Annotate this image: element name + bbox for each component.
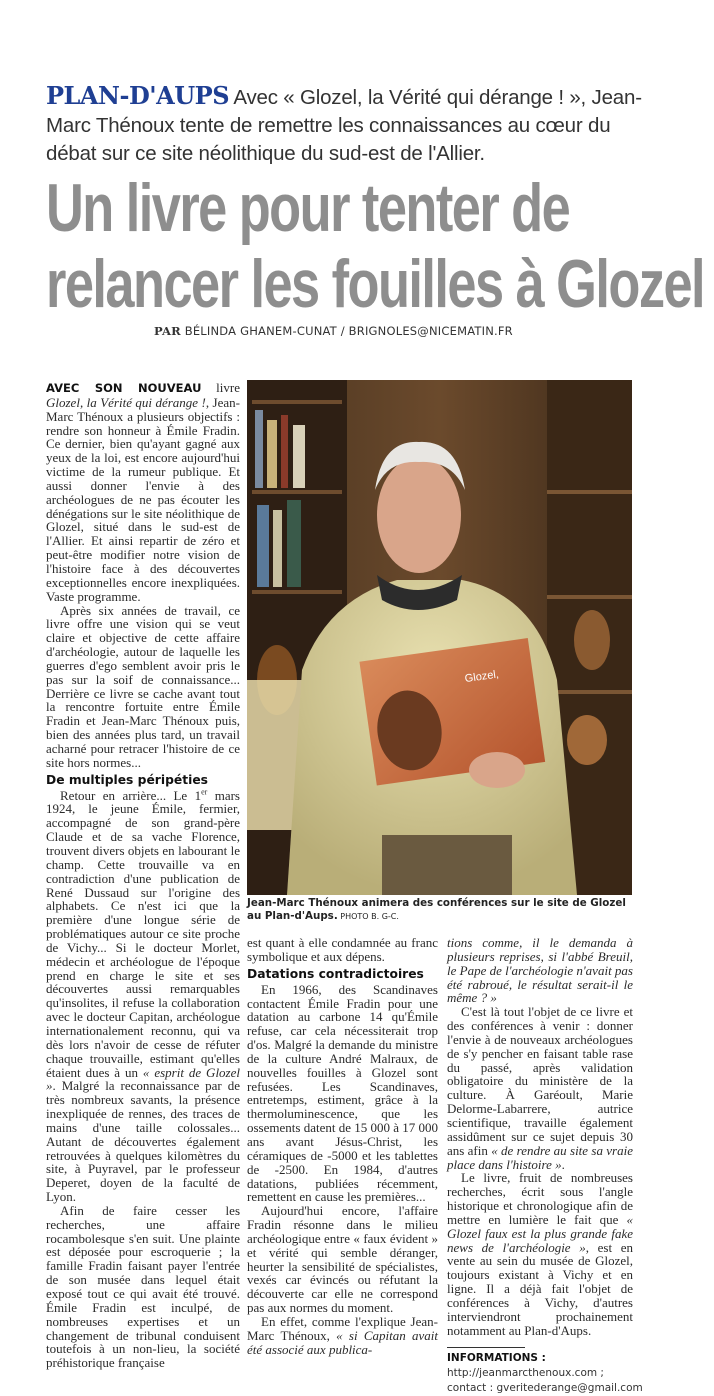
text-segment: Afin de faire cesser les recherches, une affaire rocambolesque s'en suit. Une plainte est déposée pour escroquerie ; la famille Fradin faisant payer l'entrée de son musée dans lequel était exposé tout ce qui avait été trouvé. Émile Fradin est inculpé, de nombreuses expertises et un changement de tribunal conduisent toutefois à un non-lieu, la société préhistorique française xyxy=(46,1202,240,1371)
text-segment: « de rendre au site sa vraie place dans l'histoire » xyxy=(447,1142,633,1172)
contact-email[interactable]: contact : gveritederange@gmail.com xyxy=(447,1382,643,1395)
caption-text: Jean-Marc Thénoux animera des conférences sur le site de Glozel au Plan-d'Aups. xyxy=(247,897,626,922)
headline-line: Un livre pour tenter de xyxy=(46,170,570,246)
byline-author: BÉLINDA GHANEM-CUNAT / BRIGNOLES@NICEMATIN.FR xyxy=(180,324,513,338)
text-segment: C'est là tout l'objet de ce livre et des conférences à venir : donner l'envie à de nouveaux archéologues de s'y pencher en faisant table rase du passé, après validation obligatoire du ministère de la culture. À Garéoult, Marie Delorme-Labarrere, autrice scientifique, travaille également assidûment sur ce sujet depuis 30 ans afin xyxy=(447,1004,633,1158)
article-header xyxy=(46,81,705,339)
text-segment: . xyxy=(561,1156,565,1172)
paragraph xyxy=(247,983,438,1205)
text-segment: . Malgré la reconnaissance par de très nombreux savants, la présence inexpliquée de rennes, des traces de mains d'une taille colossales... Autant de découvertes également retrouvées à quelques kilomètres du site, à Puyravel, par le professeur Deperet, doyen de la faculté de Lyon. xyxy=(46,1078,240,1205)
paragraph xyxy=(46,789,240,1204)
website-link[interactable]: http://jeanmarcthenoux.com ; xyxy=(447,1367,604,1380)
article-photo xyxy=(247,380,632,895)
text-segment: Après six années de travail, ce livre offre une vision qui se veut claire et objective de cette affaire d'archéologie, autour de laquelle les guerres d'ego semblent avoir pris le pas sur la soif de connaissance... Derrière ce livre se cache avant tout la rencontre fortuite entre Émile Fradin et Jean-Marc Thénoux puis, bien des années plus tard, un travail acharné pour retracer l'histoire de ce site hors normes... xyxy=(46,602,240,770)
text-segment: est quant à elle condamnée au franc symbolique et aux dépens. xyxy=(247,935,438,964)
paragraph xyxy=(247,1315,438,1357)
text-segment: Retour en arrière... Le 1 xyxy=(60,787,202,803)
paragraph xyxy=(247,1204,438,1315)
text-segment: er xyxy=(201,787,208,797)
article-column-3 xyxy=(447,935,643,1396)
byline-par: PAR xyxy=(154,324,181,338)
text-segment: tions comme, il le demanda à plusieurs reprises, si l'abbé Breuil, le Pape de l'archéologie n'avait pas été rabroué, le résultat serait-il le même ? » xyxy=(447,935,633,1006)
paragraph xyxy=(447,936,633,1005)
text-segment: Datations contradictoires xyxy=(247,966,424,981)
informations-label: INFORMATIONS : xyxy=(447,1352,546,1365)
photo-caption xyxy=(247,897,637,923)
text-segment: En 1966, des Scandinaves contactent Émile Fradin pour une datation au carbone 14 qu'Émile refuse, car cela nécessiterait trop d'os. Malgré la demande du ministre de la culture André Malraux, de nouvelles fouilles à Glozel sont refusées. Les Scandinaves, entretemps, estiment, grâce à la thermoluminescence, que les ossements datent de 15 000 à 17 000 ans avant Jésus-Christ, les céramiques de -5000 et les tablettes de -2500. En 1984, d'autres datations, publiées récemment, remettent en cause les premières... xyxy=(247,981,438,1205)
text-segment: En effet, comme l'explique Jean-Marc Thénoux, xyxy=(247,1313,438,1343)
deck-text: Avec « Glozel, la Vérité qui dérange ! », Jean-Marc Thénoux tente de remettre les connaissances au cœur du débat sur ce site néolithique du sud-est de l'Allier. xyxy=(46,86,642,165)
text-segment: « Glozel faux est la plus grande fake news de l'archéologie » xyxy=(447,1211,633,1255)
text-segment: , est en vente au sein du musée de Glozel, toujours existant à Vichy et en ligne. Il a déjà fait l'objet de conférences à Vichy, d'autres interviendront prochainement notamment au Plan-d'Aups. xyxy=(447,1239,633,1338)
text-segment: De multiples péripéties xyxy=(46,772,208,787)
paragraph xyxy=(447,1005,633,1171)
paragraph xyxy=(447,1171,633,1337)
divider xyxy=(447,1347,525,1348)
text-segment: mars 1924, le jeune Émile, fermier, accompagné de son grand-père Claude et de sa vache Florence, trouvent divers objets en labourant le champ. Cette trouvaille va en contradiction d'une publication de René Dussaud sur l'origine des alphabets. Ce n'est ici que la première d'une longue série de problématiques autour ce site proche de Vichy... Si le docteur Morlet, médecin et archéologue de l'époque prend en charge le site et ses découvertes aussi remarquables qu'insolites, il refuse la collaboration avec le docteur Capitan, archéologue internationalement reconnu, qui va dès lors n'avoir de cesse de réfuter chaque trouvaille, estimant qu'elles étaient dues à un xyxy=(46,787,240,1080)
text-segment: Aujourd'hui encore, l'affaire Fradin résonne dans le milieu archéologique entre « faux évident » et vérité qui semble déranger, heurter la sensibilité de spécialistes, vexés car évincés ou réfutant la découverte car elle ne correspond pas aux normes du moment. xyxy=(247,1203,438,1316)
paragraph xyxy=(247,936,438,964)
byline xyxy=(154,324,666,339)
lead-in: AVEC SON NOUVEAU xyxy=(46,381,202,395)
photo-credit: PHOTO B. G-C. xyxy=(337,912,399,921)
text-segment: Glozel, la Vérité qui dérange ! xyxy=(46,394,206,410)
text-segment: Le livre, fruit de nombreuses recherches, écrit sous l'angle historique et chronologique afin de mettre en lumière le fait que xyxy=(447,1170,633,1227)
photo-illustration xyxy=(247,380,632,895)
section-heading xyxy=(247,967,438,982)
article-deck xyxy=(46,82,646,168)
headline-line: relancer les fouilles à Glozel xyxy=(46,246,705,322)
text-segment: « si Capitan avait été associé aux publica- xyxy=(247,1327,438,1357)
book-cover-title: Glozel, xyxy=(464,668,500,686)
paragraph xyxy=(46,381,240,604)
informations-box xyxy=(447,1347,647,1396)
location-kicker: PLAN-D'AUPS xyxy=(46,81,230,110)
text-segment: , Jean-Marc Thénoux a plusieurs objectifs : rendre son honneur à Émile Fradin. Ce dernier, bien qu'ayant gagné aux yeux de la loi, est encore aujourd'hui victime de la rumeur publique. Et aussi donner l'envie à des archéologues de ne pas écouter les dénégations sur le site néolithique de Glozel, situé dans le sud-est de l'Allier. Et ainsi repartir de zéro et peut-être modifier notre vision de l'histoire face à des découvertes exceptionnelles encore inexpliquées. Vaste programme. xyxy=(46,394,240,604)
paragraph xyxy=(46,604,240,770)
text-segment: « esprit de Glozel » xyxy=(46,1064,240,1094)
section-heading xyxy=(46,773,240,788)
article-column-2 xyxy=(247,936,438,1356)
text-segment: livre xyxy=(201,380,240,395)
headline xyxy=(46,170,705,322)
paragraph xyxy=(46,1204,240,1370)
article-column-1 xyxy=(46,381,240,1370)
